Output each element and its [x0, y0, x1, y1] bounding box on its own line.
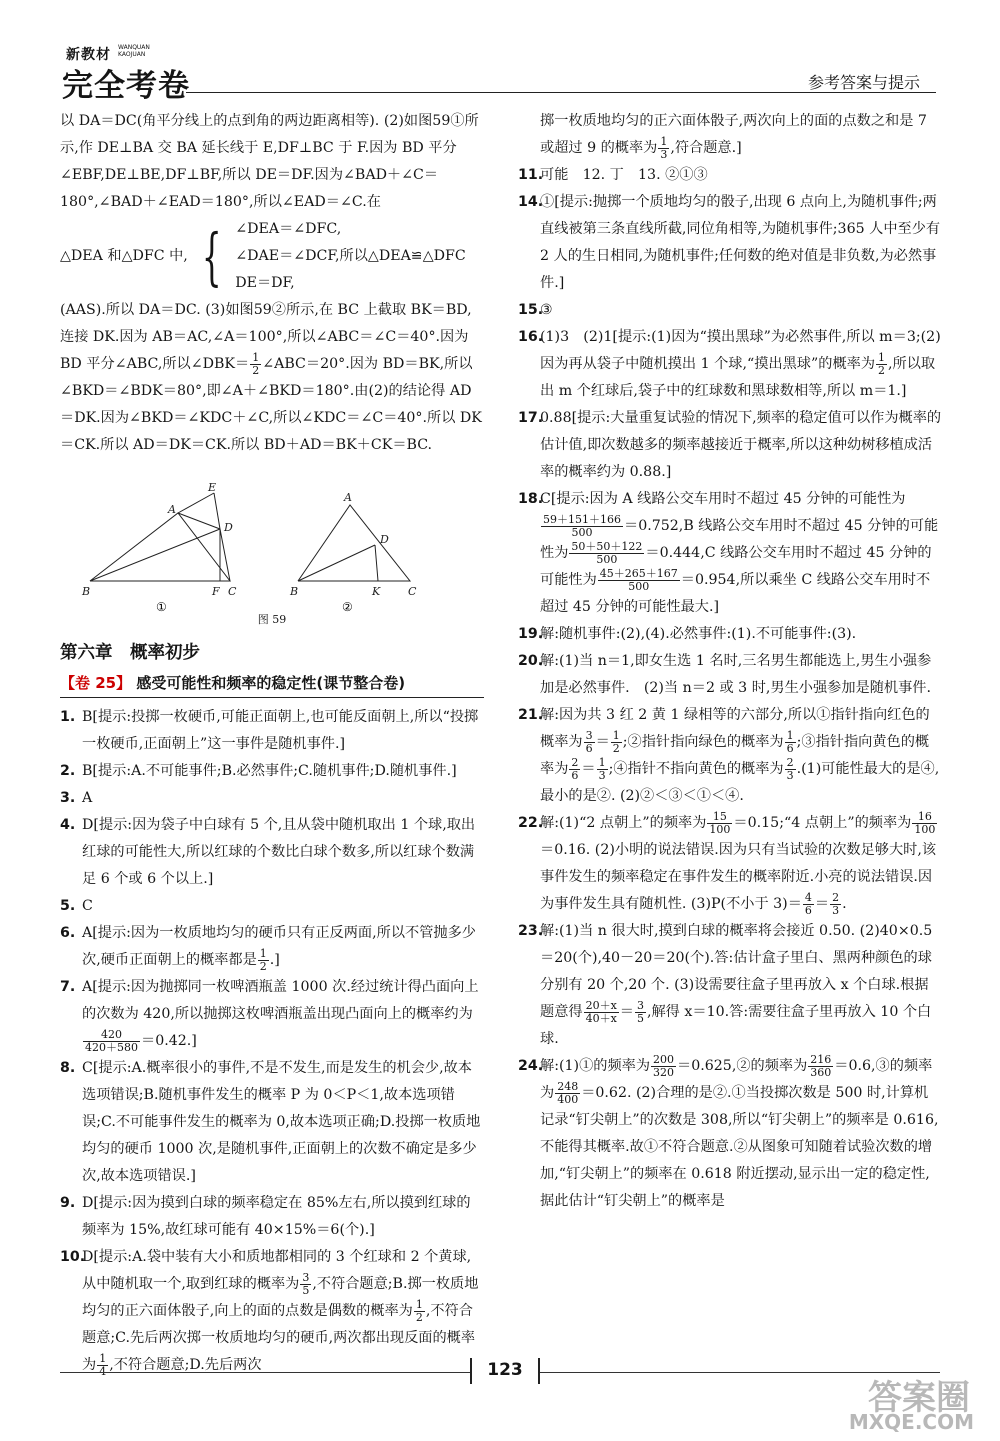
- page-number: 123: [487, 1360, 523, 1380]
- label-A: A: [168, 503, 176, 516]
- answer-item: 15. ③: [518, 302, 553, 318]
- chapter-title: 第六章 概率初步: [60, 643, 200, 663]
- label-F: F: [212, 585, 220, 598]
- page-header: [0, 0, 1000, 104]
- answer-paragraph: (AAS).所以 DA＝DC. (3)如图59②所示,在 BC 上截取 BK＝BD,连接 DK.因为 AB＝AC,∠A＝100°,所以∠ABC＝∠C＝40°.因为 BD 平分∠ABC,所以∠DBK＝ $\frac{1}{2}$ ∠ABC＝20°.因为 BD＝BK,所以∠BKD＝∠BDK＝80°,即∠A＋∠BKD＝180°.由(2)的结论得 AD＝DK.因为∠BKD＝∠KDC＋∠C,所以∠KDC＝∠C＝40°.所以 DK＝CK.所以 AD＝DK＝CK.所以 BD＋AD＝BK＋CK＝BC.: [60, 302, 482, 453]
- footer-bar-right: [538, 1358, 540, 1384]
- answer-item: 20. 解:(1)当 n＝1,即女生选 1 名时,三名男生都能选上,男生小强参加是必然事件. (2)当 n＝2 或 3 时,男生小强参加是随机事件.: [518, 653, 932, 696]
- label-D: D: [224, 521, 233, 534]
- answer-item: 23. 解:(1)当 n 很大时,摸到白球的概率将会接近 0.50. (2)40×0.5＝20(个),40－20＝20(个).答:估计盒子里白、黑两种颜色的球分别有 20 个,20 个. (3)设需要往盒子里再放入 x 个白球.根据题意得 $\frac{20+x}{40+x}$ ＝ $\frac{3}{5}$ ,解得 x＝10.答:需要往盒子里再放入 10 个白球.: [518, 923, 933, 1047]
- label-K2: K: [372, 585, 381, 598]
- answer-item: 18. C[提示:因为 A 线路公交车用时不超过 45 分钟的可能性为 $\frac{59+151+166}{500}$ ＝0.752,B 线路公交车用时不超过 45 分钟的可能性为 $\frac{50+50+122}{500}$ ＝0.444,C 线路公交车用时不超过 45 分钟的可能性为 $\frac{45+265+167}{500}$ ＝0.954,所以乘坐 C 线路公交车用时不超过 45 分钟的可能性最大.]: [518, 491, 939, 615]
- congruence-system: △DEA 和△DFC 中, { ∠DEA＝∠DFC, ∠DAE＝∠DCF,所以△DEA≌△DFC DE＝DF,: [60, 219, 466, 293]
- label-E: E: [208, 481, 217, 494]
- figure-caption: 图 59: [257, 613, 287, 626]
- answer-item: 5. C: [60, 898, 93, 914]
- answer-item: 24. 解:(1)①的频率为 $\frac{200}{320}$ ＝0.625,②的频率为 $\frac{216}{360}$ ＝0.6,③的频率为 $\frac{248}{400}$ ＝0.62. (2)合理的是②.①当投掷次数是 500 时,计算机记录“钉尖朝上”的次数是 308,所以“钉尖朝上”的频率是 0.616,不能得其概率.故①不符合题意.②从图象可知随着试验次数的增加,“钉尖朝上”的频率在 0.618 附近摆动,显示出一定的稳定性,据此估计“钉尖朝上”的概率是: [518, 1052, 939, 1209]
- label-B2: B: [290, 585, 299, 598]
- section-title: 【卷 25】 感受可能性和频率的稳定性(课节整合卷): [60, 669, 484, 698]
- label-B: B: [82, 585, 91, 598]
- figure-svg: [60, 463, 484, 613]
- answer-item: 17. 0.88[提示:大量重复试验的情况下,频率的稳定值可以作为概率的估计值,即次数越多的频率越接近于概率,所以这种幼树移植成活率的概率约为 0.88.]: [518, 410, 942, 480]
- footer-rule-left: [60, 1372, 470, 1373]
- left-column: [60, 108, 484, 1379]
- answer-item-continued: 掷一枚质地均匀的正六面体骰子,两次向上的面的点数之和是 7 或超过 9 的概率为 $\frac{1}{3}$ ,符合题意.]: [540, 113, 927, 161]
- answer-item: 6. A[提示:因为一枚质地均匀的硬币只有正反两面,所以不管抛多少次,硬币正面朝上的概率都是 $\frac{1}{2}$ .]: [60, 925, 476, 973]
- label-C: C: [228, 585, 237, 598]
- answer-item: 14. ①[提示:抛掷一个质地均匀的骰子,出现 6 点向上,为随机事件;两直线被第三条直线所截,同位角相等,为随机事件;365 人中至少有 2 人的生日相同,为随机事件;任何数的绝对值是非负数,为必然事件.]: [518, 194, 941, 291]
- answer-item: 22. 解:(1)“2 点朝上”的频率为 $\frac{15}{100}$ ＝0.15;“4 点朝上”的频率为 $\frac{16}{100}$ ＝0.16. (2)小明的说法错误.因为只有当试验的次数足够大时,该事件发生的频率稳定在事件发生的概率附近.小亮的说法错误.因为事件发生具有随机性. (3)P(不小于 3)＝ $\frac{4}{6}$ ＝ $\frac{2}{3}$ .: [518, 809, 937, 917]
- sub-label-2: ②: [342, 600, 353, 613]
- brand-title: 完全考卷: [62, 68, 190, 104]
- answer-item: 21. 解:因为共 3 红 2 黄 1 绿相等的六部分,所以①指针指向红色的概率为 $\frac{3}{6}$ ＝ $\frac{1}{2}$ ;②指针指向绿色的概率为 $\frac{1}{6}$ ;③指针指向黄色的概率为 $\frac{2}{6}$ ＝ $\frac{1}{3}$ ;④指针不指向黄色的概率为 $\frac{2}{3}$ .(1)可能性最大的是④,最小的是②. (2)②＜③＜①＜④.: [518, 707, 940, 804]
- right-column: [518, 108, 942, 1215]
- geometry-figure-59: [60, 463, 484, 613]
- watermark-url: MXQE.COM: [848, 1410, 974, 1434]
- left-brace: {: [201, 219, 222, 293]
- answer-item: 1. B[提示:投掷一枚硬币,可能正面朝上,也可能反面朝上,所以“投掷一枚硬币,正面朝上”这一事件是随机事件.]: [60, 709, 479, 752]
- header-section-title: 参考答案与提示: [807, 73, 920, 92]
- brand-pinyin: WANQUAN KAOJUAN: [118, 44, 150, 58]
- brand-subtitle: 新教材: [66, 47, 111, 63]
- answer-item: 11. 可能 12. 丁 13. ②①③: [518, 167, 708, 183]
- answer-item: 16. (1)3 (2)1[提示:(1)因为“摸出黑球”为必然事件,所以 m＝3;(2)因为再从袋子中随机摸出 1 个球,“摸出黑球”的概率为 $\frac{1}{2}$ ,所以取出 m 个红球后,袋子中的红球数和黑球数相等,所以 m＝1.]: [518, 329, 941, 399]
- answer-paragraph: 以 DA＝DC(角平分线上的点到角的两边距离相等). (2)如图59①所示,作 DE⊥BA 交 BA 延长线于 E,DF⊥BC 于 F.因为 BD 平分∠EBF,DE⊥BE,DF⊥BF,所以 DE＝DF.因为∠BAD＋∠C＝180°,∠BAD＋∠EAD＝180°,所以∠EAD＝∠C.在: [60, 113, 479, 210]
- label-D2: D: [380, 533, 389, 546]
- sub-label-1: ①: [156, 600, 167, 613]
- watermark-logo: 答案圈: [868, 1378, 970, 1418]
- answer-item: 7. A[提示:因为抛掷同一枚啤酒瓶盖 1000 次.经过统计得凸面向上的次数为 420,所以抛掷这枚啤酒瓶盖出现凸面向上的概率约为 $\frac{420}{420+580}$ ＝0.42.]: [60, 979, 479, 1054]
- answer-item: 10. D[提示:A.袋中装有大小和质地都相同的 3 个红球和 2 个黄球,从中随机取一个,取到红球的概率为 $\frac{3}{5}$ ,不符合题意;B.掷一枚质地均匀的正六面体骰子,向上的面的点数是偶数的概率为 $\frac{1}{2}$ ,不符合题意;C.先后两次掷一枚质地均匀的硬币,两次都出现反面的概率为 $\frac{1}{4}$ ,不符合题意;D.先后两次: [60, 1249, 479, 1378]
- fraction: $\frac{1}{2}$: [252, 350, 260, 377]
- answer-item: 4. D[提示:因为袋子中白球有 5 个,且从袋中随机取出 1 个球,取出红球的可能性大,所以红球的个数比白球个数多,所以红球个数满足 6 个或 6 个以上.]: [60, 817, 476, 887]
- footer-bar-left: [470, 1358, 472, 1384]
- answer-item: 19. 解:随机事件:(2),(4).必然事件:(1).不可能事件:(3).: [518, 626, 857, 642]
- label-A2: A: [344, 491, 352, 504]
- answer-item: 8. C[提示:A.概率很小的事件,不是不发生,而是发生的机会少,故本选项错误;B.随机事件发生的概率 P 为 0＜P＜1,故本选项错误;C.不可能事件发生的概率为 0,故本选项正确;D.投掷一枚质地均匀的硬币 1000 次,是随机事件,正面朝上的次数不确定是多少次,故本选项错误.]: [60, 1060, 481, 1184]
- label-C2: C: [408, 585, 417, 598]
- answer-item: 2. B[提示:A.不可能事件;B.必然事件;C.随机事件;D.随机事件.]: [60, 763, 457, 779]
- answer-item: 9. D[提示:因为摸到白球的频率稳定在 85%左右,所以摸到红球的频率为 15%,故红球可能有 40×15%＝6(个).]: [60, 1195, 471, 1238]
- answer-item: 3. A: [60, 790, 93, 806]
